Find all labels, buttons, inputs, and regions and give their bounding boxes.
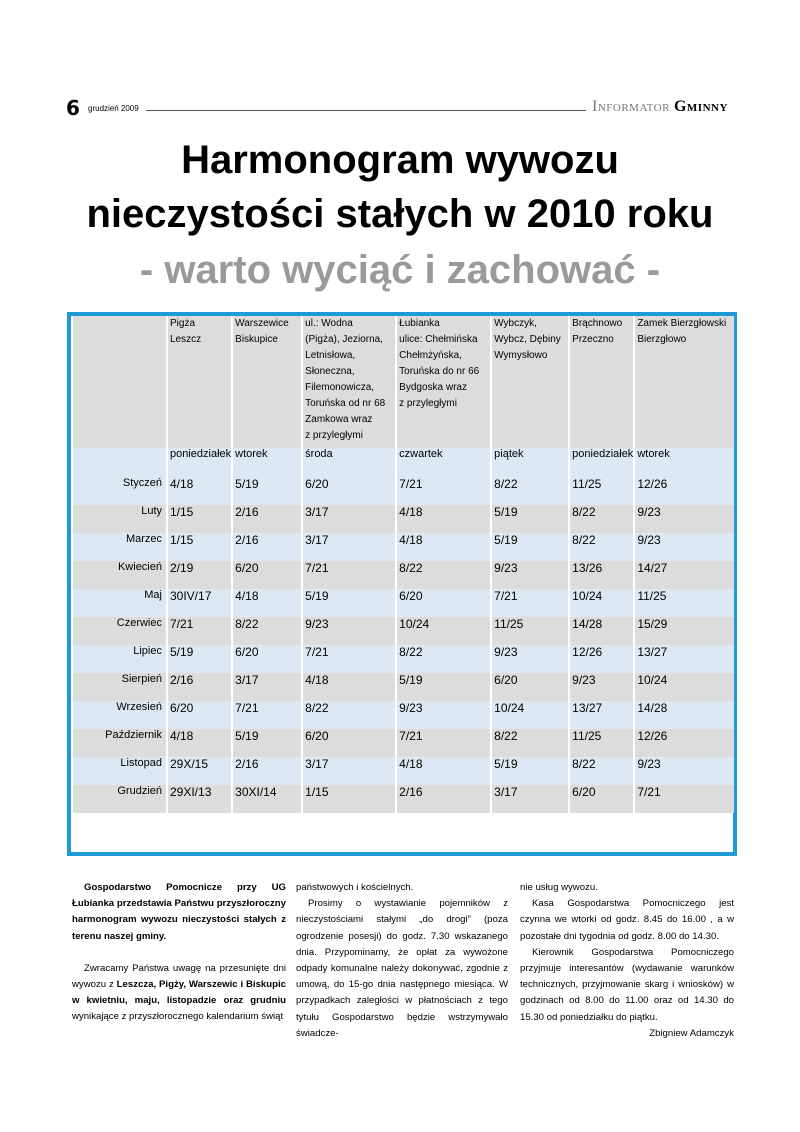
collection-date-cell: 2/16 [168, 673, 231, 701]
collection-date-cell: 11/25 [570, 729, 633, 757]
article-column-3 [520, 880, 734, 1042]
schedule-table [71, 316, 736, 813]
page-number: 6 [66, 96, 80, 120]
collection-date-cell: 5/19 [492, 533, 568, 561]
collection-date-cell: 14/28 [570, 617, 633, 645]
collection-date-cell: 8/22 [492, 729, 568, 757]
month-row [73, 617, 734, 645]
collection-date-cell: 3/17 [492, 785, 568, 813]
collection-date-cell: 4/18 [397, 757, 490, 785]
month-row [73, 785, 734, 813]
month-row [73, 701, 734, 729]
article-paragraph-6: Kierownik Gospodarstwa Pomocniczego przyjmuje interesantów (wydawanie warunków technicznych, przyjmowanie skarg i wniosków) w godzinach od 8.00 do 11.00 oraz od 14.30 do 15.30 od poniedziałku do piątku. [520, 946, 734, 1023]
month-label: Kwiecień [73, 561, 166, 589]
collection-date-cell: 3/17 [303, 533, 395, 561]
area-header-line: Bierzgłowo [637, 334, 687, 345]
collection-date-cell: 11/25 [570, 477, 633, 505]
area-header-line: Chełmżyńska, [399, 350, 462, 361]
month-label: Lipiec [73, 645, 166, 673]
collection-date-cell: 5/19 [168, 645, 231, 673]
month-row [73, 589, 734, 617]
weekday-cell: wtorek [233, 448, 301, 477]
collection-date-cell: 3/17 [303, 505, 395, 533]
collection-date-cell: 1/15 [168, 505, 231, 533]
article-paragraph-1 [72, 961, 286, 1026]
weekday-cell: poniedziałek [570, 448, 633, 477]
area-header-line: Wybczyk, [494, 318, 537, 329]
collection-date-cell: 5/19 [233, 477, 301, 505]
collection-date-cell: 4/18 [397, 505, 490, 533]
collection-date-cell: 12/26 [570, 645, 633, 673]
collection-date-cell: 9/23 [303, 617, 395, 645]
area-header-line: Brąchnowo [572, 318, 623, 329]
collection-date-cell: 5/19 [397, 673, 490, 701]
month-row [73, 505, 734, 533]
article-column-1 [72, 880, 286, 1026]
month-row [73, 561, 734, 589]
collection-date-cell: 7/21 [168, 617, 231, 645]
collection-date-cell: 12/26 [635, 477, 734, 505]
p1-text-b: wynikające z przyszłorocznego kalendarium świąt [72, 1011, 284, 1023]
collection-date-cell: 11/25 [492, 617, 568, 645]
area-header-cell [397, 316, 490, 448]
collection-date-cell: 4/18 [397, 533, 490, 561]
collection-date-cell: 3/17 [303, 757, 395, 785]
page-subtitle: - warto wyciąć i zachować - [139, 248, 661, 292]
article-paragraph-3: Prosimy o wystawianie pojemników z nieczystościami stałymi „do drogi” (poza ogrodzenie posesji) do godz. 7.30 wskazanego dnia. Przypominamy, że opłat za wywożone odpady komunalne należy dokonywać, zgodnie z umową, do 15-go dnia następnego miesiąca. W przypadkach zaległości w płatnościach z tego tytułu Gospodarstwo będzie wstrzymywało świadcze- [296, 898, 508, 1039]
month-row [73, 757, 734, 785]
collection-date-cell: 4/18 [168, 729, 231, 757]
collection-date-cell: 12/26 [635, 729, 734, 757]
collection-date-cell: 4/18 [303, 673, 395, 701]
article-signature: Zbigniew Adamczyk [649, 1027, 734, 1039]
month-label: Marzec [73, 533, 166, 561]
area-header-line: Przeczno [572, 334, 614, 345]
collection-date-cell: 3/17 [233, 673, 301, 701]
area-header-cell [635, 316, 734, 448]
area-header-cell [570, 316, 633, 448]
area-header-line: Bydgoska wraz [399, 382, 467, 393]
collection-date-cell: 5/19 [233, 729, 301, 757]
area-header-line: Warszewice [235, 318, 289, 329]
collection-date-cell: 7/21 [492, 589, 568, 617]
collection-date-cell: 9/23 [492, 561, 568, 589]
area-header-cell [303, 316, 395, 448]
weekday-row [73, 448, 734, 477]
month-label: Listopad [73, 757, 166, 785]
month-label: Maj [73, 589, 166, 617]
area-header-line: ulice: Chełmińska [399, 334, 478, 345]
collection-date-cell: 7/21 [397, 729, 490, 757]
area-header-line: Toruńska do nr 66 [399, 366, 480, 377]
month-label: Sierpień [73, 673, 166, 701]
collection-date-cell: 9/23 [635, 757, 734, 785]
collection-date-cell: 9/23 [397, 701, 490, 729]
collection-date-cell: 8/22 [570, 757, 633, 785]
collection-date-cell: 8/22 [233, 617, 301, 645]
month-label: Luty [73, 505, 166, 533]
collection-date-cell: 8/22 [570, 533, 633, 561]
collection-date-cell: 8/22 [570, 505, 633, 533]
corner-cell [73, 316, 166, 448]
collection-date-cell: 6/20 [168, 701, 231, 729]
area-header-line: (Pigża), Jeziorna, [305, 334, 383, 345]
collection-date-cell: 8/22 [303, 701, 395, 729]
publication-brand [592, 98, 728, 116]
collection-date-cell: 29XI/13 [168, 785, 231, 813]
area-header-line: Wymysłowo [494, 350, 548, 361]
area-header-line: Toruńska od nr 68 [305, 398, 386, 409]
month-row [73, 533, 734, 561]
collection-date-cell: 6/20 [492, 673, 568, 701]
collection-date-cell: 6/20 [233, 645, 301, 673]
collection-date-cell: 14/28 [635, 701, 734, 729]
collection-date-cell: 2/16 [233, 533, 301, 561]
collection-date-cell: 9/23 [492, 645, 568, 673]
area-header-line: Słoneczna, [305, 366, 355, 377]
collection-date-cell: 7/21 [233, 701, 301, 729]
collection-date-cell: 15/29 [635, 617, 734, 645]
month-label: Styczeń [73, 477, 166, 505]
collection-date-cell: 1/15 [303, 785, 395, 813]
article-paragraph-5: Kasa Gospodarstwa Pomocniczego jest czynna we wtorki od godz. 8.45 do 16.00 , a w pozostałe dni tygodnia od godz. 8.00 do 14.30. [520, 898, 734, 942]
month-row [73, 729, 734, 757]
collection-date-cell: 9/23 [570, 673, 633, 701]
collection-date-cell: 9/23 [635, 533, 734, 561]
weekday-corner [73, 448, 166, 477]
area-header-cell [492, 316, 568, 448]
issue-date: grudzień 2009 [88, 104, 139, 113]
collection-date-cell: 30XI/14 [233, 785, 301, 813]
area-header-line: Filemonowicza, [305, 382, 375, 393]
collection-date-cell: 8/22 [397, 645, 490, 673]
area-header-line: Zamek Bierzgłowski [637, 318, 727, 329]
p1-text-bold: Leszcza, Pigży, Warszewic i Biskupic w kwietniu, maju, listopadzie oraz grudniu [72, 979, 286, 1007]
collection-date-cell: 10/24 [492, 701, 568, 729]
collection-date-cell: 2/16 [233, 505, 301, 533]
area-header-line: Wybcz, Dębiny [494, 334, 561, 345]
weekday-cell: poniedziałek [168, 448, 231, 477]
weekday-cell: czwartek [397, 448, 490, 477]
collection-date-cell: 6/20 [303, 729, 395, 757]
collection-date-cell: 2/19 [168, 561, 231, 589]
area-header-row [73, 316, 734, 448]
collection-date-cell: 2/16 [233, 757, 301, 785]
area-header-line: z przyległymi [399, 398, 457, 409]
area-header-line: Łubianka [399, 318, 440, 329]
collection-date-cell: 10/24 [397, 617, 490, 645]
area-header-cell [168, 316, 231, 448]
area-header-line: Biskupice [235, 334, 278, 345]
collection-date-cell: 5/19 [492, 757, 568, 785]
collection-date-cell: 10/24 [635, 673, 734, 701]
weekday-cell: piątek [492, 448, 568, 477]
month-label: Grudzień [73, 785, 166, 813]
collection-date-cell: 7/21 [397, 477, 490, 505]
collection-date-cell: 7/21 [303, 561, 395, 589]
collection-date-cell: 13/26 [570, 561, 633, 589]
page-title-line-1: Harmonogram wywozu [181, 138, 619, 182]
collection-date-cell: 14/27 [635, 561, 734, 589]
collection-date-cell: 13/27 [570, 701, 633, 729]
weekday-cell: wtorek [635, 448, 734, 477]
month-label: Wrzesień [73, 701, 166, 729]
collection-date-cell: 6/20 [303, 477, 395, 505]
collection-date-cell: 2/16 [397, 785, 490, 813]
page-title-line-2: nieczystości stałych w 2010 roku [86, 192, 714, 236]
collection-date-cell: 6/20 [570, 785, 633, 813]
collection-date-cell: 4/18 [233, 589, 301, 617]
area-header-line: ul.: Wodna [305, 318, 353, 329]
month-row [73, 645, 734, 673]
article-column-2 [296, 880, 508, 1042]
collection-date-cell: 4/18 [168, 477, 231, 505]
collection-date-cell: 6/20 [233, 561, 301, 589]
month-row [73, 477, 734, 505]
month-row [73, 673, 734, 701]
area-header-line: Pigża [170, 318, 196, 329]
p1-text-a: Zwracamy Państwa uwagę na przesunięte dni wywozu z [72, 962, 286, 991]
collection-date-cell: 7/21 [635, 785, 734, 813]
weekday-cell: środa [303, 448, 395, 477]
area-header-line: Leszcz [170, 334, 202, 345]
collection-date-cell: 29X/15 [168, 757, 231, 785]
brand-word-1: Informator [592, 98, 670, 115]
collection-date-cell: 8/22 [397, 561, 490, 589]
month-label: Czerwiec [73, 617, 166, 645]
collection-date-cell: 9/23 [635, 505, 734, 533]
article-intro: Gospodarstwo Pomocnicze przy UG Łubianka przedstawia Państwu przyszłoroczny harmonogram wywozu nieczystości stałych z terenu naszej gminy. [72, 882, 286, 942]
month-label: Październik [73, 729, 166, 757]
brand-word-2: Gminny [673, 98, 728, 115]
collection-date-cell: 11/25 [635, 589, 734, 617]
header-rule [146, 110, 586, 111]
collection-date-cell: 10/24 [570, 589, 633, 617]
collection-date-cell: 7/21 [303, 645, 395, 673]
area-header-line: Letnisłowa, [305, 350, 356, 361]
area-header-line: z przyległymi [305, 430, 363, 441]
collection-date-cell: 30IV/17 [168, 589, 231, 617]
collection-date-cell: 1/15 [168, 533, 231, 561]
area-header-line: Zamkowa wraz [305, 414, 373, 425]
collection-date-cell: 5/19 [303, 589, 395, 617]
collection-date-cell: 13/27 [635, 645, 734, 673]
collection-date-cell: 6/20 [397, 589, 490, 617]
collection-date-cell: 5/19 [492, 505, 568, 533]
article-paragraph-2: państwowych i kościelnych. [296, 882, 414, 893]
collection-date-cell: 8/22 [492, 477, 568, 505]
area-header-cell [233, 316, 301, 448]
article-paragraph-4: nie usług wywozu. [520, 882, 598, 893]
